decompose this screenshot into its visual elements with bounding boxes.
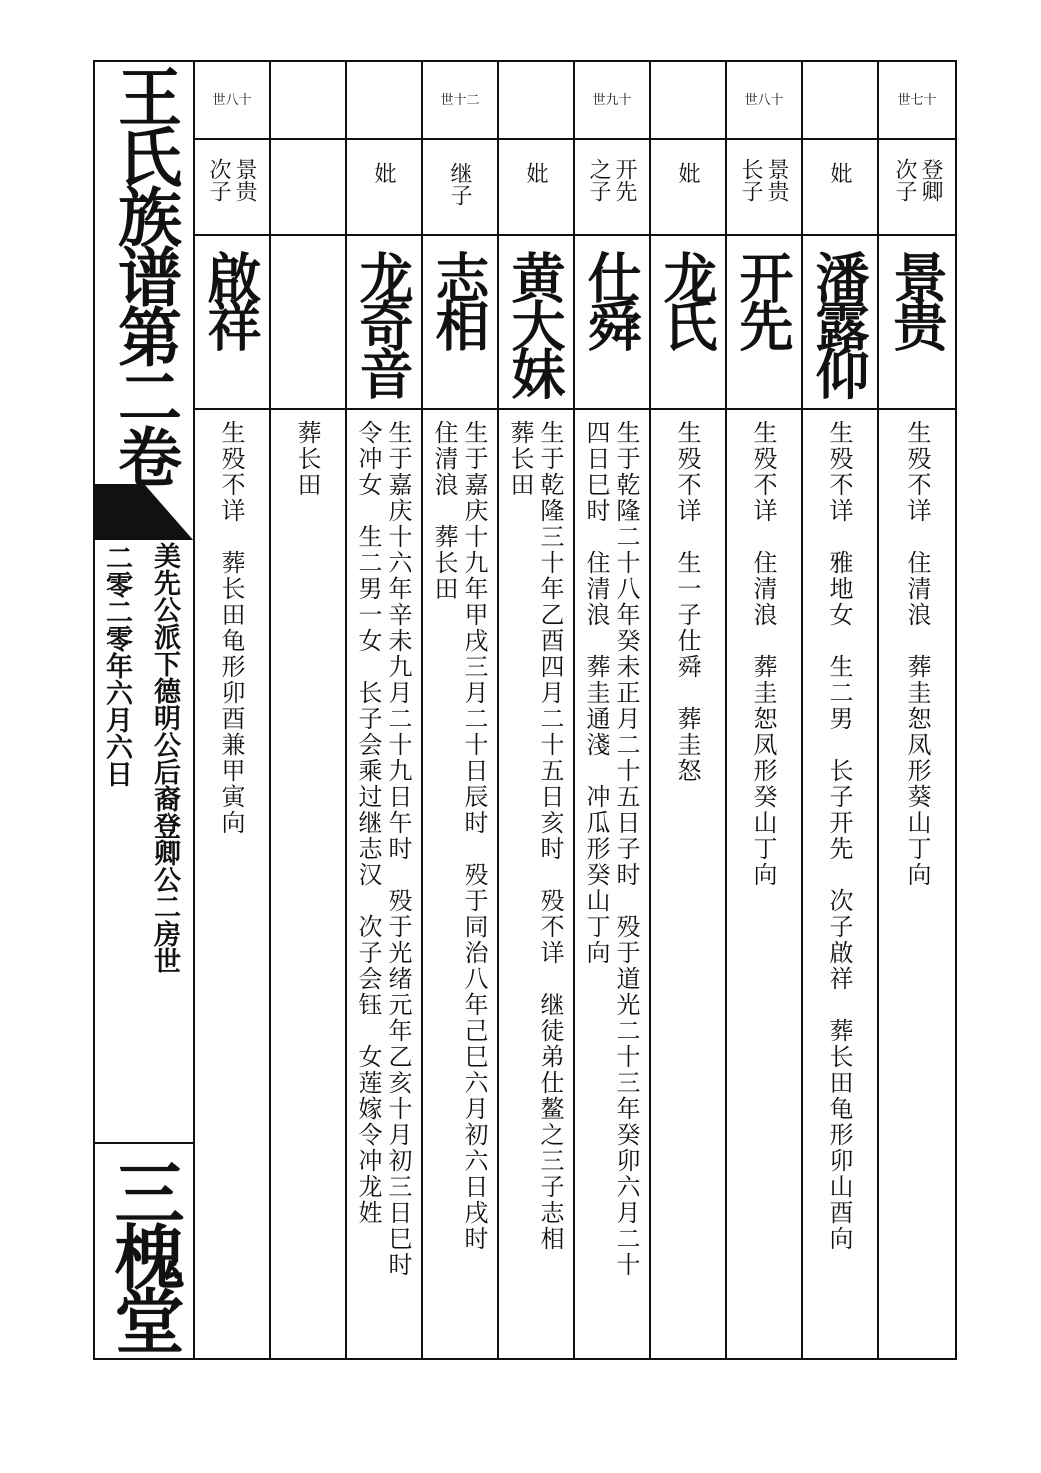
detail-text-continued: 令冲女 生二男一女 长子会乘过继志汉 次子会钰 女莲嫁令冲龙姓 [354, 420, 382, 1226]
name-cell [423, 236, 497, 410]
relation-spouse: 妣 [827, 162, 852, 184]
relation-adopted: 继子 [447, 162, 472, 206]
detail-cell [195, 412, 269, 1357]
genealogy-column [575, 62, 651, 1358]
detail-cell [803, 412, 877, 1357]
branch-lineage: 美先公派下德明公后裔登卿公二房世 [149, 542, 180, 974]
name-cell [195, 236, 269, 410]
detail-cell [879, 412, 955, 1357]
relation-cell [423, 140, 497, 236]
generation-label: 世七十 [879, 62, 955, 140]
name-cell [575, 236, 649, 410]
detail-text: 生于乾隆二十八年癸未正月二十五日子时 殁于道光二十三年癸卯六月二十 [612, 420, 640, 1278]
genealogy-column [347, 62, 423, 1358]
relation-parent: 开先 [612, 158, 637, 202]
generation-label [803, 62, 877, 140]
relation-order: 次子 [892, 158, 917, 202]
ribbon-chevron-icon [95, 484, 193, 540]
name-cell [651, 236, 725, 410]
relation-cell [575, 140, 649, 236]
relation-order: 之子 [586, 158, 611, 202]
detail-text: 生殁不详 生一子仕舜 葬圭怒 [673, 420, 701, 784]
relation-spouse: 妣 [371, 162, 396, 184]
relation-cell [195, 140, 269, 236]
detail-cell [347, 412, 421, 1357]
person-name: 黄大妹 [503, 250, 567, 394]
person-name: 龙奇音 [351, 250, 415, 394]
detail-text: 生殁不详 雅地女 生二男 长子开先 次子啟祥 葬长田龟形卯山酉向 [825, 420, 853, 1252]
generation-label [651, 62, 725, 140]
compilation-date: 二零二零年六月六日 [101, 544, 132, 787]
generation-label [347, 62, 421, 140]
relation-parent: 景贵 [232, 158, 257, 202]
genealogy-column [651, 62, 727, 1358]
detail-text: 生殁不详 葬长田龟形卯酉兼甲寅向 [217, 420, 245, 836]
person-name: 志相 [427, 250, 491, 346]
name-cell [347, 236, 421, 410]
detail-text: 生殁不详 住清浪 葬圭恕凤形癸山丁向 [749, 420, 777, 888]
spine-ribbon [95, 484, 193, 540]
genealogy-column [195, 62, 271, 1358]
name-cell [727, 236, 801, 410]
relation-parent: 登卿 [918, 158, 943, 202]
book-title: 王氏族谱第二卷 [107, 64, 182, 484]
relation-order: 次子 [206, 158, 231, 202]
person-name: 景贵 [885, 250, 949, 346]
detail-text-continued: 葬长田 [506, 420, 534, 498]
person-name: 龙氏 [655, 250, 719, 346]
relation-cell [499, 140, 573, 236]
name-cell [803, 236, 877, 410]
person-name: 仕舜 [579, 250, 643, 346]
detail-text: 葬长田 [293, 420, 321, 498]
name-cell [271, 236, 345, 410]
hall-name: 三槐堂 [103, 1157, 186, 1349]
detail-text-continued: 四日巳时 住清浪 葬圭通淺 冲瓜形癸山丁向 [582, 420, 610, 966]
name-cell [499, 236, 573, 410]
detail-cell [651, 412, 725, 1357]
person-name: 开先 [731, 250, 795, 346]
generation-label: 世十二 [423, 62, 497, 140]
genealogy-column [423, 62, 499, 1358]
relation-cell [879, 140, 955, 236]
relation-order: 长子 [738, 158, 763, 202]
person-name: 啟祥 [199, 250, 263, 346]
book-spine [95, 62, 195, 1358]
detail-cell [575, 412, 649, 1357]
genealogy-column [271, 62, 347, 1358]
detail-text: 生于嘉庆十九年甲戌三月二十日辰时 殁于同治八年己巳六月初六日戌时 [460, 420, 488, 1252]
genealogy-page-frame [93, 60, 957, 1360]
genealogy-column [803, 62, 879, 1358]
name-cell [879, 236, 955, 410]
relation-spouse: 妣 [675, 162, 700, 184]
detail-text: 生殁不详 住清浪 葬圭恕凤形葵山丁向 [903, 420, 931, 888]
person-name: 潘露仰 [807, 250, 871, 394]
generation-label: 世八十 [195, 62, 269, 140]
detail-text-continued: 住清浪 葬长田 [430, 420, 458, 602]
generation-label: 世八十 [727, 62, 801, 140]
relation-cell [271, 140, 345, 236]
spine-divider [95, 1142, 193, 1144]
relation-cell [803, 140, 877, 236]
genealogy-columns [195, 62, 955, 1358]
detail-cell [727, 412, 801, 1357]
relation-cell [651, 140, 725, 236]
detail-text: 生于乾隆三十年乙酉四月二十五日亥时 殁不详 继徒弟仕鳌之三子志相 [536, 420, 564, 1252]
relation-spouse: 妣 [523, 162, 548, 184]
detail-text: 生于嘉庆十六年辛未九月二十九日午时 殁于光绪元年乙亥十月初三日巳时 [384, 420, 412, 1278]
genealogy-column [727, 62, 803, 1358]
spine-subtitle [95, 540, 193, 1140]
generation-label [271, 62, 345, 140]
generation-label: 世九十 [575, 62, 649, 140]
generation-label [499, 62, 573, 140]
relation-cell [727, 140, 801, 236]
genealogy-column [499, 62, 575, 1358]
relation-cell [347, 140, 421, 236]
genealogy-column [879, 62, 955, 1358]
detail-cell [423, 412, 497, 1357]
detail-cell [499, 412, 573, 1357]
relation-parent: 景贵 [764, 158, 789, 202]
detail-cell [271, 412, 345, 1357]
